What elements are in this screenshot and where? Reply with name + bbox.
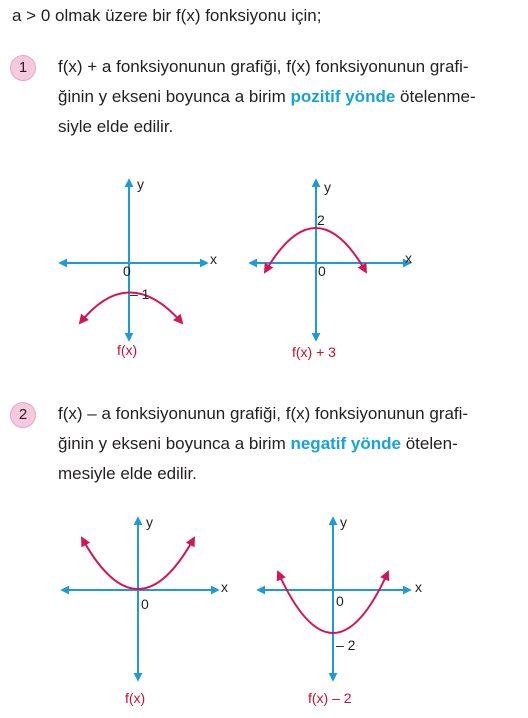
x-axis-label: x: [221, 579, 228, 595]
rule-2-badge: 2: [10, 402, 36, 428]
graph-1-2: [250, 179, 412, 360]
graph-2-2: [258, 514, 422, 706]
x-axis-label: x: [415, 579, 422, 595]
rule-1-highlight: pozitif yönde: [290, 87, 396, 106]
rule-2-line-1: f(x) – a fonksiyonunun grafiği, f(x) fonksiyonunun grafi-: [58, 404, 469, 423]
rule-1-line-2: ğinin y ekseni boyunca a birim pozitif yönde ötelenme-: [58, 87, 476, 106]
graph-2-1: [62, 514, 228, 706]
function-label: f(x) + 3: [292, 344, 336, 360]
rule-1-line-1: f(x) + a fonksiyonunun grafiği, f(x) fonksiyonunun grafi-: [58, 57, 469, 76]
y-mark-label: – 2: [336, 637, 356, 653]
origin-label: 0: [123, 263, 131, 279]
y-axis-label: y: [324, 179, 331, 195]
rule-2-highlight: negatif yönde: [290, 434, 401, 453]
y-axis-label: y: [340, 514, 347, 530]
rule-2-line-3: mesiyle elde edilir.: [58, 464, 197, 483]
function-label: f(x): [117, 342, 138, 358]
graph-1-1: [60, 176, 217, 358]
x-axis-label: x: [210, 251, 217, 267]
origin-label: 0: [336, 593, 344, 609]
function-label: f(x): [125, 690, 146, 706]
y-mark-label: 2: [317, 212, 325, 228]
intro-text: a > 0 olmak üzere bir f(x) fonksiyonu için;: [12, 6, 322, 25]
origin-label: 0: [141, 596, 149, 612]
function-label: f(x) – 2: [308, 690, 352, 706]
y-mark-label: – 1: [130, 286, 150, 302]
y-axis-label: y: [146, 514, 153, 530]
y-axis-label: y: [137, 176, 144, 192]
x-axis-label: x: [405, 250, 412, 266]
rule-1-badge: 1: [10, 55, 36, 81]
rule-1-line-3: siyle elde edilir.: [58, 117, 174, 136]
origin-label: 0: [318, 263, 326, 279]
rule-2-line-2: ğinin y ekseni boyunca a birim negatif yönde ötelen-: [58, 434, 458, 453]
